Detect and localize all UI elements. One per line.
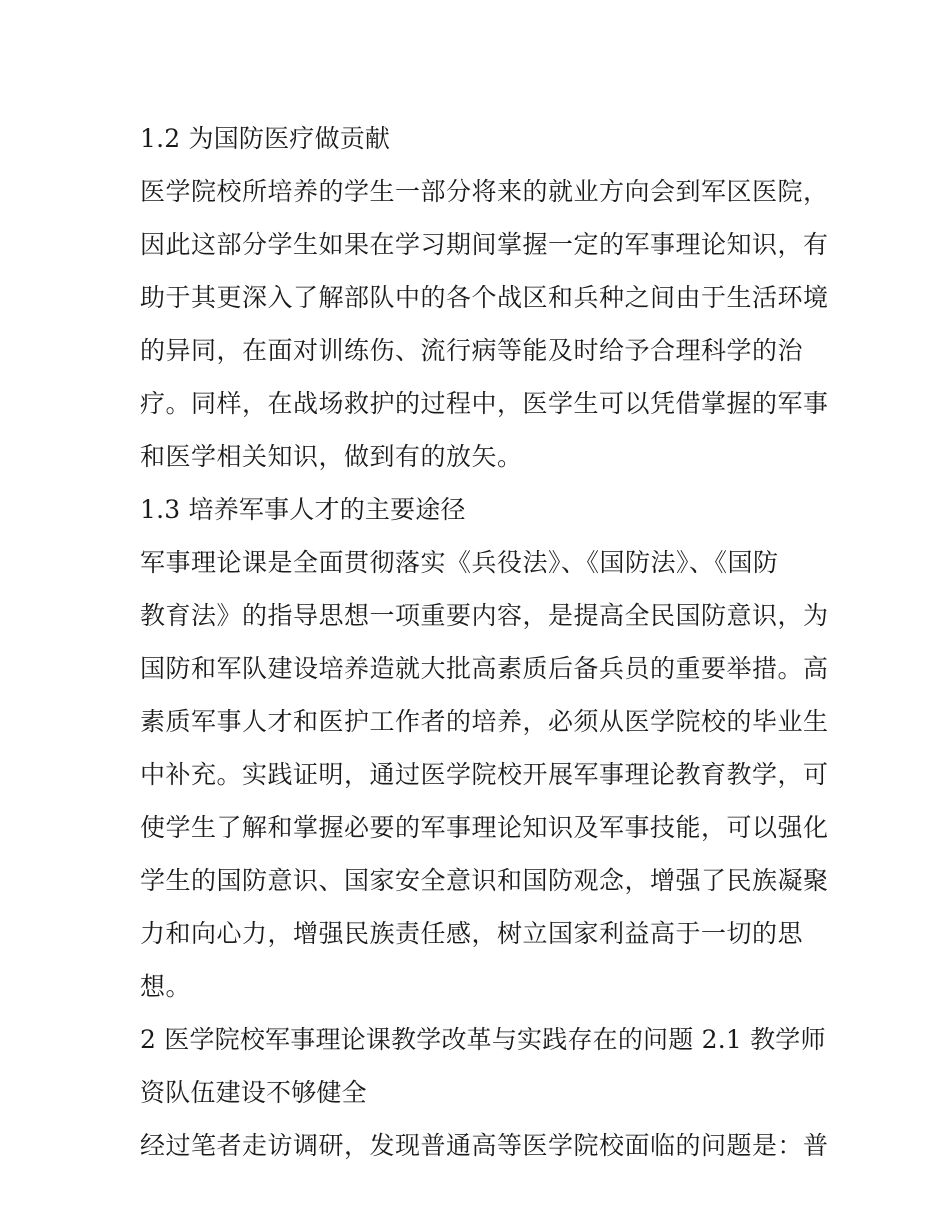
paragraph-line: 的异同，在面对训练伤、流行病等能及时给予合理科学的治 — [140, 336, 804, 365]
paragraph-line: 军事理论课是全面贯彻落实《兵役法》、《国防法》、《国防 — [140, 548, 779, 577]
paragraph-line: 国防和军队建设培养造就大批高素质后备兵员的重要举措。高 — [140, 654, 829, 683]
document-page — [140, 112, 829, 1172]
paragraph-line: 中补充。实践证明，通过医学院校开展军事理论教育教学，可 — [140, 760, 829, 789]
section-heading-1-3: 1.3 培养军事人才的主要途径 — [140, 495, 466, 524]
section-heading-2-1: 资队伍建设不够健全 — [140, 1078, 367, 1107]
paragraph-line: 教育法》的指导思想一项重要内容，是提高全民国防意识，为 — [140, 601, 829, 630]
paragraph-line: 经过笔者走访调研，发现普通高等医学院校面临的问题是：普 — [140, 1131, 829, 1160]
paragraph-line: 疗。同样，在战场救护的过程中，医学生可以凭借掌握的军事 — [140, 389, 829, 418]
section-heading-2: 2 医学院校军事理论课教学改革与实践存在的问题 2.1 教学师 — [140, 1025, 826, 1054]
paragraph-line: 想。 — [140, 972, 192, 1001]
paragraph-line: 医学院校所培养的学生一部分将来的就业方向会到军区医院， — [140, 177, 829, 206]
paragraph-line: 素质军事人才和医护工作者的培养，必须从医学院校的毕业生 — [140, 707, 829, 736]
paragraph-line: 使学生了解和掌握必要的军事理论知识及军事技能，可以强化 — [140, 813, 829, 842]
paragraph-line: 因此这部分学生如果在学习期间掌握一定的军事理论知识，有 — [140, 230, 829, 259]
paragraph-line: 学生的国防意识、国家安全意识和国防观念，增强了民族凝聚 — [140, 866, 829, 895]
section-heading-1-2: 1.2 为国防医疗做贡献 — [140, 124, 391, 153]
paragraph-line: 助于其更深入了解部队中的各个战区和兵种之间由于生活环境 — [140, 283, 829, 312]
paragraph-line: 和医学相关知识，做到有的放矢。 — [140, 442, 523, 471]
paragraph-line: 力和向心力，增强民族责任感，树立国家利益高于一切的思 — [140, 919, 804, 948]
